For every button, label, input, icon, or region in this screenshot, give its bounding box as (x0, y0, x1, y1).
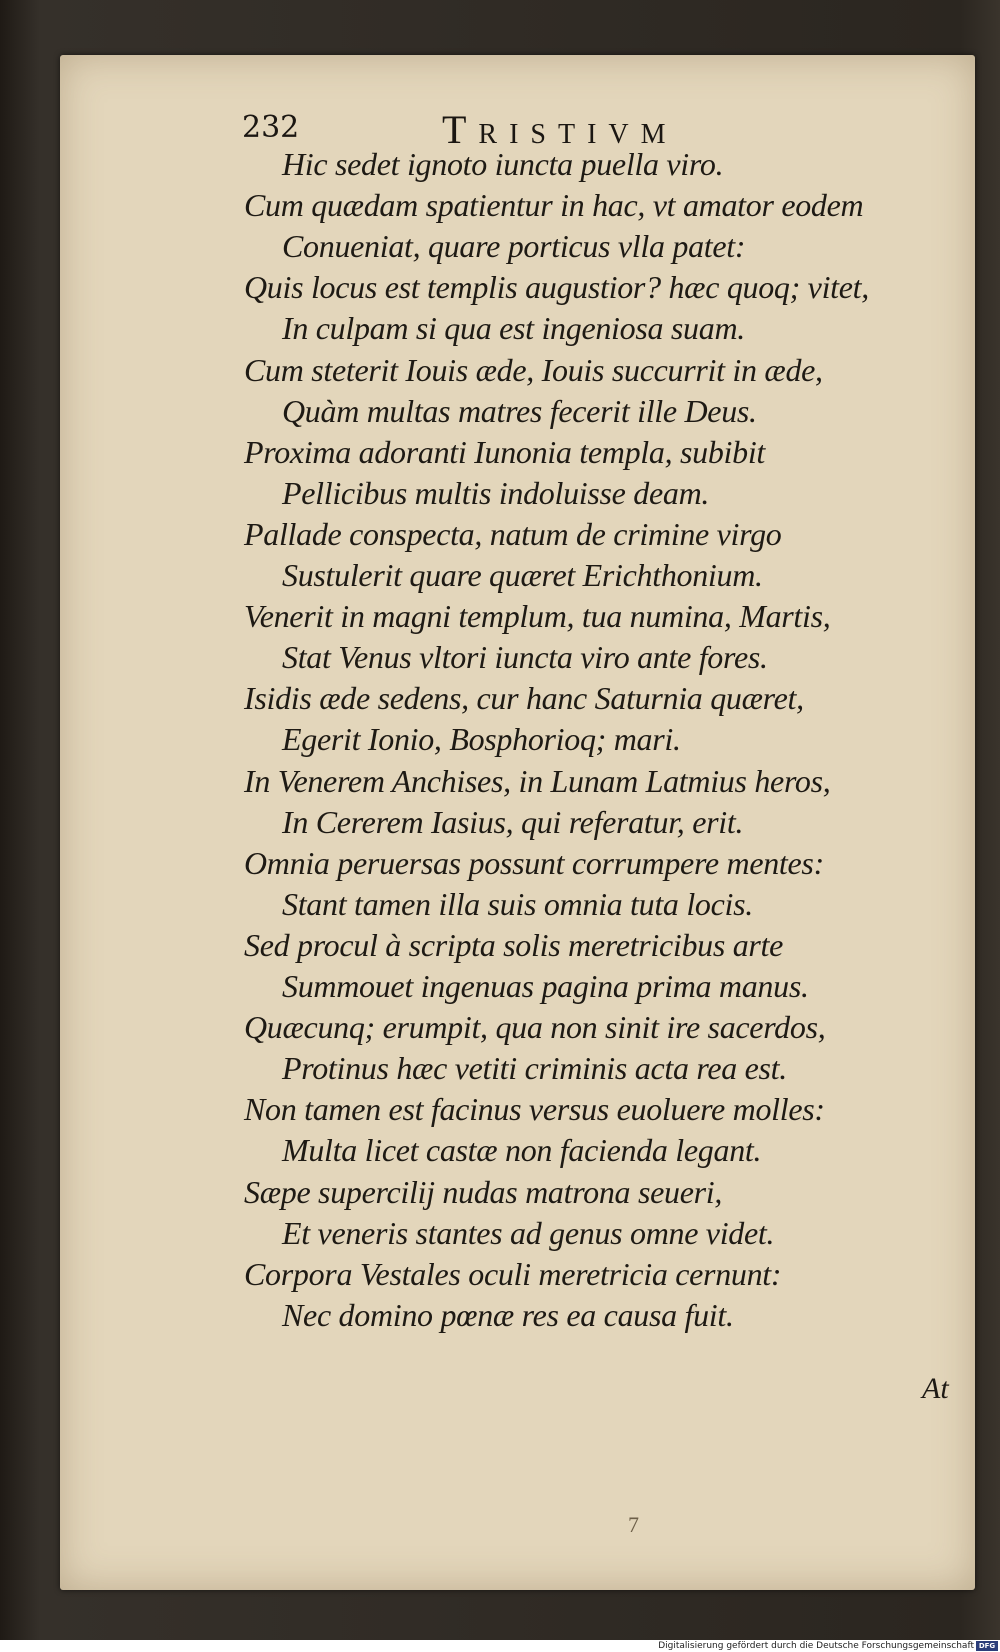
verse-line: Isidis æde sedens, cur hanc Saturnia quæret, (244, 680, 804, 716)
funding-credit: Digitalisierung gefördert durch die Deutsche Forschungsgemeinschaft (658, 1641, 974, 1651)
dfg-logo-icon: DFG (976, 1641, 998, 1651)
verse-line: Egerit Ionio, Bosphorioq; mari. (282, 721, 681, 757)
verse-line: Pallade conspecta, natum de crimine virgo (244, 516, 782, 552)
verse-line: Sæpe supercilij nudas matrona seueri, (244, 1174, 723, 1210)
verse-line: Quis locus est templis augustior? hæc quoq; vitet, (244, 269, 869, 305)
verse-line: Multa licet castæ non facienda legant. (282, 1132, 762, 1168)
verse-line: Summouet ingenuas pagina prima manus. (282, 968, 809, 1004)
verse-line: Pellicibus multis indoluisse deam. (282, 475, 710, 511)
verse-line: Conueniat, quare porticus vlla patet: (282, 228, 746, 264)
page-number: 232 (242, 110, 300, 145)
verse-line: In Venerem Anchises, in Lunam Latmius heros, (244, 763, 831, 799)
verse-line: In culpam si qua est ingeniosa suam. (282, 310, 745, 346)
verse-line: Proxima adoranti Iunonia templa, subibit (244, 434, 766, 470)
verse-line: Non tamen est facinus versus euoluere molles: (244, 1091, 825, 1127)
verse-line: Quæcunq; erumpit, qua non sinit ire sacerdos, (244, 1009, 826, 1045)
verse-line: Corpora Vestales oculi meretricia cernunt: (244, 1256, 782, 1292)
verse-line: Stat Venus vltori iuncta viro ante fores. (282, 639, 768, 675)
verse-line: Protinus hæc vetiti criminis acta rea est. (282, 1050, 787, 1086)
digitization-footer (0, 1640, 1000, 1652)
verse-line: Venerit in magni templum, tua numina, Martis, (244, 598, 831, 634)
verse-line: Cum quædam spatientur in hac, vt amator eodem (244, 187, 864, 223)
running-title: Tristivm (442, 107, 678, 152)
signature-mark: 7 (628, 1512, 639, 1537)
verse-line: Hic sedet ignoto iuncta puella viro. (282, 146, 724, 182)
verse-line: In Cererem Iasius, qui referatur, erit. (282, 804, 744, 840)
verse-line: Nec domino pœnæ res ea causa fuit. (282, 1297, 734, 1333)
verse-line: Et veneris stantes ad genus omne videt. (282, 1215, 775, 1251)
verse-line: Sed procul à scripta solis meretricibus arte (244, 927, 784, 963)
verse-line: Quàm multas matres fecerit ille Deus. (282, 393, 757, 429)
verse-line: Omnia peruersas possunt corrumpere mentes: (244, 845, 824, 881)
verse-line: Cum steterit Iouis æde, Iouis succurrit in æde, (244, 352, 823, 388)
verse-line: Stant tamen illa suis omnia tuta locis. (282, 886, 753, 922)
catchword: At (922, 1372, 949, 1405)
verse-line: Sustulerit quare quæret Erichthonium. (282, 557, 763, 593)
